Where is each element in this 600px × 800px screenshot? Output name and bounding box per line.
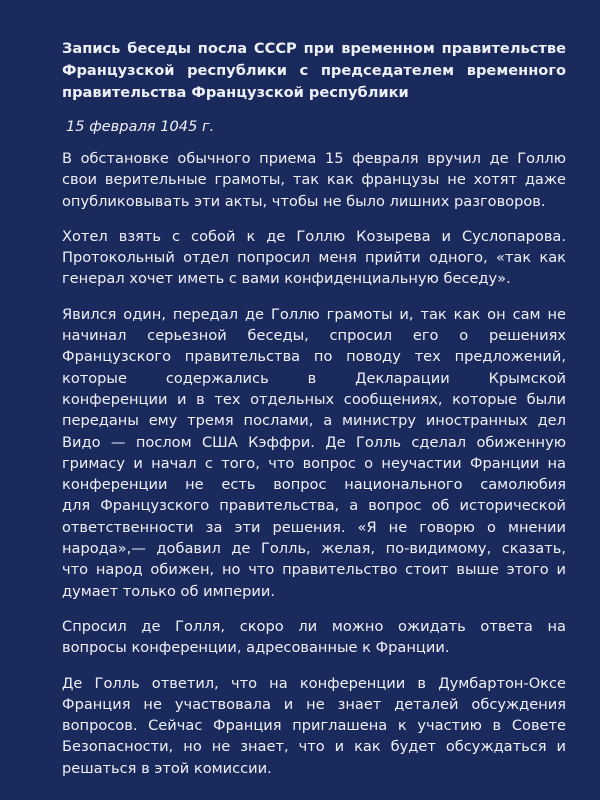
text-line: Безопасности, но не знает, что и как будет обсуждаться и xyxy=(62,738,566,756)
document-title xyxy=(62,38,566,104)
text-line: переданы ему тремя послами, а министру иностранных дел xyxy=(62,412,566,430)
document-body xyxy=(62,148,566,779)
text-line: решаться в этой комиссии. xyxy=(62,759,272,777)
text-line: Хотел взять с собой к де Голлю Козырева и Суслопарова. xyxy=(62,227,566,245)
text-line: думает только об империи. xyxy=(62,582,275,600)
title-line: правительства Французской республики xyxy=(62,84,409,101)
text-line: Протокольный отдел попросил меня прийти одного, «так как xyxy=(62,249,566,267)
title-line: Французской республики с председателем временного xyxy=(62,62,566,79)
paragraph xyxy=(62,148,566,212)
text-line: Явился один, передал де Голлю грамоты и, так как он сам не xyxy=(62,305,566,323)
text-line: Франция не участвовала и не знает деталей обсуждения xyxy=(62,695,566,713)
text-line: для Французского правительства, а вопрос об исторической xyxy=(62,497,566,515)
text-line: В обстановке обычного приема 15 февраля вручил де Голлю xyxy=(62,150,566,167)
paragraph xyxy=(62,226,566,290)
text-line: гримасу и начал с того, что вопрос о неучастии Франции на xyxy=(62,454,566,472)
text-line: начинал серьезной беседы, спросил его о решениях xyxy=(62,327,566,345)
text-line: ответственности за эти решения. «Я не говорю о мнении xyxy=(62,518,566,536)
paragraph xyxy=(62,616,566,659)
text-line: что народ обижен, но что правительство стоит выше этого и xyxy=(62,561,566,579)
document-date: 15 февраля 1045 г. xyxy=(66,118,215,135)
text-line: которые содержались в Декларации Крымской xyxy=(62,369,566,387)
text-line: вопросов. Сейчас Франция приглашена к участию в Совете xyxy=(62,717,566,735)
title-line: Запись беседы посла СССР при временном правительстве xyxy=(62,40,566,57)
text-line: генерал хочет иметь с вами конфиденциальную беседу». xyxy=(62,270,511,288)
text-line: Спросил де Голля, скоро ли можно ожидать ответа на xyxy=(62,617,566,635)
paragraph xyxy=(62,673,566,779)
text-line: опубликовывать эти акты, чтобы не было лишних разговоров. xyxy=(62,192,546,210)
text-line: вопросы конференции, адресованные к Франции. xyxy=(62,639,450,657)
text-line: Французского правительства по поводу тех предложений, xyxy=(62,348,566,366)
text-line: свои верительные грамоты, так как французы не хотят даже xyxy=(62,171,566,189)
text-line: конференции и в тех отдельных сообщениях, которые были xyxy=(62,390,566,408)
text-line: конференции не есть вопрос национального самолюбия xyxy=(62,476,566,494)
text-line: народа»,— добавил де Голль, желая, по-видимому, сказать, xyxy=(62,540,566,558)
text-line: Де Голль ответил, что на конференции в Думбартон-Оксе xyxy=(62,674,566,692)
paragraph xyxy=(62,304,566,602)
text-line: Видо — послом США Кэффри. Де Голль сделал обиженную xyxy=(62,433,566,451)
